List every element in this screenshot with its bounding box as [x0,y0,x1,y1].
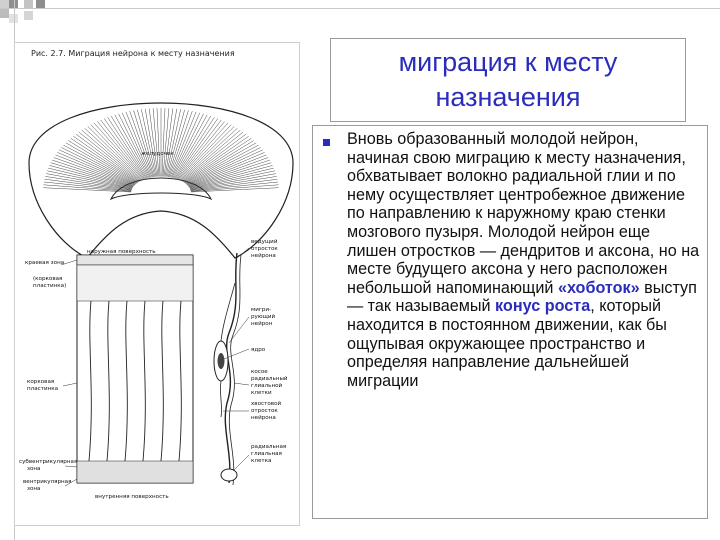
label-edge-zone: краевая зона [25,260,65,266]
label-oblique-2: радиальный [251,376,288,382]
arc-ray [170,112,196,177]
arc-ray [82,130,141,181]
edge-zone-band [77,255,193,265]
arc-ray [165,109,177,177]
label-oblique-3: глиальной [251,383,283,389]
label-ventricle: желудочек [141,151,174,157]
arc-ray [145,109,157,177]
radial-fiber [179,301,181,461]
label-migrating-2: рующий [251,314,276,320]
arc-ray [115,115,150,178]
arc-ray [180,126,235,180]
label-migrating-3: нейрон [251,321,273,327]
arc-ray [173,115,208,178]
cortical-plate-band [77,265,193,301]
radial-fiber [89,301,91,461]
label-cortical-plate-2: пластинка) [33,283,67,289]
label-subventricular-2: зона [27,466,41,472]
radial-fibers [89,301,181,461]
radial-fiber [161,301,163,461]
neuron-migration-figure [15,43,299,525]
body-text-part-1: Вновь образованный молодой нейрон, начиная свою миграцию к месту назначения, обхватывает волокно радиальной глии и по нему осуществляет центробежное движение по направлению к наружному краю стенки мозгового пузыря. Молодой нейрон еще лишен отростков — дендритов и аксона, но на месте будущего аксона у него расположен небольшой напоминающий [347,130,700,297]
slide-content-box [312,125,708,519]
arc-ray [44,182,131,191]
neuron-nucleus [218,353,225,369]
label-subventricular-1: субвентрикулярная [19,459,78,465]
brain-vesicle-arc [29,103,293,258]
label-leading-2: отросток [251,246,278,252]
label-leading-3: нейрона [251,253,276,259]
label-ventricular-1: вентрикулярная [23,479,72,485]
label-outer-surface: наружная поверхность [87,249,156,255]
slide-body-text [347,130,702,390]
arc-ray [186,145,259,184]
ventricular-zone-band [77,461,193,483]
label-cortical-plate-left-1: корковая [27,379,55,385]
arc-ray [88,126,143,180]
arc-ray [163,108,169,176]
square-bullet-icon [323,139,330,146]
tail-process [220,381,221,417]
label-inner-surface: внутренняя поверхность [95,494,169,500]
label-cortical-plate-1: (корковая [33,276,63,282]
arc-ray [73,136,138,182]
arc-ray [191,182,278,191]
leading-process [221,283,235,341]
radial-glia-cell [221,469,237,481]
arc-ray [64,145,137,184]
header-rule [0,8,720,9]
arc-ray [187,150,263,185]
label-cortical-plate-left-2: пластинка [27,386,59,392]
arc-ray [183,136,248,182]
label-leading-1: ведущий [251,239,278,245]
body-text-part-3: , который находится в постоянном движении, как бы ощупывая окружающее пространство и определяя направление дальнейшей миграции [347,297,667,390]
radial-fiber [125,301,127,461]
highlight-growth-cone: конус роста [495,297,591,316]
label-oblique-1: косое [251,369,268,375]
label-tail-1: хвостовой [251,401,282,407]
figure-panel [14,42,300,526]
arc-ray [126,112,152,177]
arc-ray [59,150,135,185]
label-ventricular-2: зона [27,486,41,492]
highlight-proboscis: «хоботок» [557,278,640,297]
arc-ray [181,130,240,181]
label-migrating-1: мигри- [251,307,271,313]
label-tail-2: отросток [251,408,278,414]
arc-ray [162,108,165,176]
label-radial-2: глиальная [251,451,282,457]
radial-fiber [143,301,145,461]
figure-caption: Рис. 2.7. Миграция нейрона к месту назначения [31,49,235,58]
decorative-squares [0,0,60,40]
label-radial-3: клетка [251,458,272,464]
arc-ray [157,108,160,176]
body-text-part-2: выступ — так называемый [347,278,697,316]
ventricle-outline [111,178,211,199]
arc-ray [153,108,159,176]
slide-title: миграция к месту назначения [398,47,618,112]
label-oblique-4: клетки [251,390,272,396]
radial-glia-fiber-edge [229,255,241,485]
label-radial-1: радиальная [251,444,287,450]
radial-fiber [107,301,109,461]
label-tail-3: нейрона [251,415,276,421]
label-nucleus: ядро [251,347,266,353]
slide-title-box [330,38,686,122]
